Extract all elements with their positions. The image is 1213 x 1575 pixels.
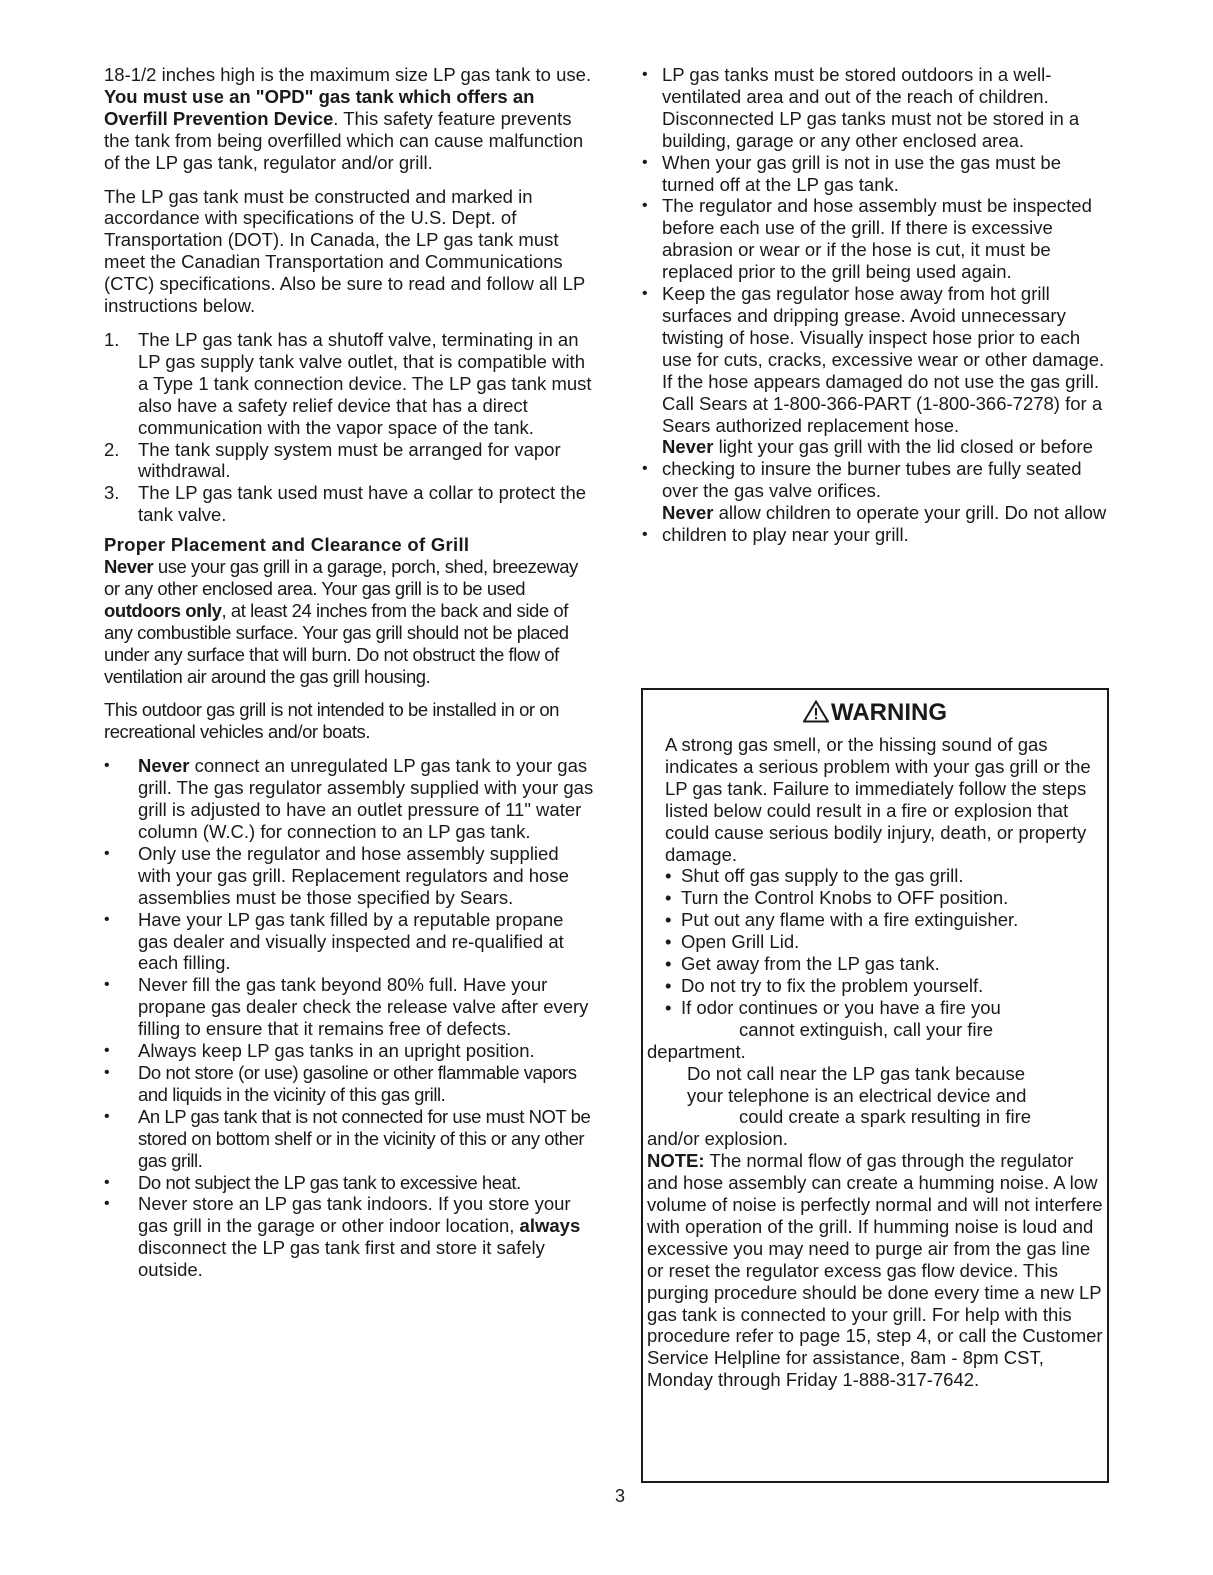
list-item: 1. The LP gas tank has a shutoff valve, terminating in an LP gas supply tank valve outlet, that is compatible with a Type 1 tank connection device. The LP gas tank must also have a safety relief device that has a direct communication with the vapor space of the tank. xyxy=(104,328,592,438)
step-continuation: cannot extinguish, call your fire xyxy=(739,1018,993,1040)
list-item: • Open Grill Lid. xyxy=(665,931,800,953)
warning-triangle-icon xyxy=(803,700,829,723)
list-item: • Never fill the gas tank beyond 80% full. Have your propane gas dealer check the release valve after every filling to ensure that it remains free of defects. xyxy=(104,974,589,1040)
list-item: 2. The tank supply system must be arranged for vapor withdrawal. xyxy=(104,438,561,482)
dot-specification-paragraph: The LP gas tank must be constructed and marked in accordance with specifications of the U.S. Dept. of Transportation (DOT). In Canada, the LP gas tank must meet the Canadian Transportation and Communications (CTC) specifications. Also be sure to read and follow all LP instructions below. xyxy=(104,185,585,317)
note-label: NOTE: xyxy=(647,1150,705,1172)
list-item: • Never allow children to operate your grill. Do not allow children to play near your grill. xyxy=(642,502,1107,546)
opd-requirement: You must use an "OPD" gas tank which offers an Overfill Prevention Device xyxy=(104,85,535,129)
list-item: • Do not try to fix the problem yourself. xyxy=(665,974,984,996)
list-item: • Never light your gas grill with the lid closed or before checking to insure the burner tubes are fully seated over the gas valve orifices. xyxy=(642,436,1093,502)
list-item: • Do not subject the LP gas tank to excessive heat. xyxy=(104,1171,521,1193)
emergency-steps-list xyxy=(665,865,1107,1018)
phone-warning: your telephone is an electrical device and xyxy=(687,1084,1027,1106)
list-item: • LP gas tanks must be stored outdoors in a well-ventilated area and out of the reach of children. Disconnected LP gas tanks must not be stored in a building, garage or any other enclosed area. xyxy=(642,64,1080,151)
tank-requirements-list xyxy=(104,329,594,526)
list-item: • Never connect an unregulated LP gas tank to your gas grill. The gas regulator assembly supplied with your gas grill is adjusted to have an outlet pressure of 11" water column (W.C.) for connection to an LP gas tank. xyxy=(104,755,594,842)
rv-paragraph: This outdoor gas grill is not intended to be installed in or on recreational vehicles and/or boats. xyxy=(104,699,559,743)
list-item: • Always keep LP gas tanks in an upright position. xyxy=(104,1040,535,1062)
intro-paragraph: 18-1/2 inches high is the maximum size LP gas tank to use. You must use an "OPD" gas tank which offers an Overfill Prevention Device. This safety feature prevents the tank from being overfilled which can cause malfunction of the LP gas tank, regulator and/or grill. xyxy=(104,64,592,173)
list-item: • Shut off gas supply to the gas grill. xyxy=(665,865,964,887)
left-column xyxy=(104,64,594,1281)
warning-intro: A strong gas smell, or the hissing sound of gas indicates a serious problem with your gas grill or the LP gas tank. Failure to immediately follow the steps listed below could result in a fire or explosion that could cause serious bodily injury, death, or property damage. xyxy=(665,734,1091,865)
warning-title: WARNING xyxy=(643,698,1107,728)
list-item: • Have your LP gas tank filled by a reputable propane gas dealer and visually inspected and re-qualified at each filling. xyxy=(104,908,564,974)
list-item: 3. The LP gas tank used must have a collar to protect the tank valve. xyxy=(104,482,587,526)
storage-bullet-list xyxy=(640,64,1110,546)
phone-warning: and/or explosion. xyxy=(647,1128,788,1150)
list-item: • If odor continues or you have a fire you xyxy=(665,996,1001,1018)
phone-warning: could create a spark resulting in fire xyxy=(739,1106,1032,1128)
page-number: 3 xyxy=(615,1486,626,1506)
list-item: • Do not store (or use) gasoline or other flammable vapors and liquids in the vicinity of this gas grill. xyxy=(104,1061,577,1105)
phone-warning: Do not call near the LP gas tank because xyxy=(687,1062,1026,1084)
warning-box xyxy=(641,688,1109,1483)
section-heading: Proper Placement and Clearance of Grill xyxy=(104,534,470,556)
right-column xyxy=(640,64,1110,546)
list-item: • Turn the Control Knobs to OFF position. xyxy=(665,887,1009,909)
list-item: • Keep the gas regulator hose away from hot grill surfaces and dripping grease. Avoid unnecessary twisting of hose. Visually inspect hose prior to each use for cuts, cracks, excessive wear or other damage. If the hose appears damaged do not use the gas grill. Call Sears at 1-800-366-PART (1-800-366-7278) for a Sears authorized replacement hose. xyxy=(642,283,1105,436)
list-item: • Only use the regulator and hose assembly supplied with your gas grill. Replacement regulators and hose assemblies must be those specified by Sears. xyxy=(104,842,569,908)
list-item: • The regulator and hose assembly must be inspected before each use of the grill. If there is excessive abrasion or wear or if the hose is cut, it must be replaced prior to the grill being used again. xyxy=(642,195,1092,283)
list-item: • Never store an LP gas tank indoors. If you store your gas grill in the garage or other indoor location, always disconnect the LP gas tank first and store it safely outside. xyxy=(104,1193,581,1281)
placement-paragraph: Never use your gas grill in a garage, porch, shed, breezeway or any other enclosed area. Your gas grill is to be used outdoors only, at least 24 inches from the back and side of any combustible surface. Your gas grill should not be placed under any surface that will burn. Do not obstruct the flow of ventilation air around the gas grill housing. xyxy=(104,556,578,687)
list-item: • Get away from the LP gas tank. xyxy=(665,953,940,975)
safety-bullet-list xyxy=(104,755,594,1281)
list-item: • Put out any flame with a fire extinguisher. xyxy=(665,909,1019,931)
note-paragraph: NOTE: The normal flow of gas through the regulator and hose assembly can create a humming noise. A low volume of noise is perfectly normal and will not interfere with operation of the grill. If humming noise is loud and excessive you may need to purge air from the gas line or reset the regulator excess gas flow device. This purging procedure should be done every time a new LP gas tank is connected to your grill. For help with this procedure refer to page 15, step 4, or call the Customer Service Helpline for assistance, 8am - 8pm CST, Monday through Friday 1-888-317-7642. xyxy=(647,1150,1103,1391)
list-item: • An LP gas tank that is not connected for use must NOT be stored on bottom shelf or in the vicinity of this or any other gas grill. xyxy=(104,1105,591,1171)
step-continuation: department. xyxy=(647,1040,746,1062)
list-item: • When your gas grill is not in use the gas must be turned off at the LP gas tank. xyxy=(642,151,1061,195)
